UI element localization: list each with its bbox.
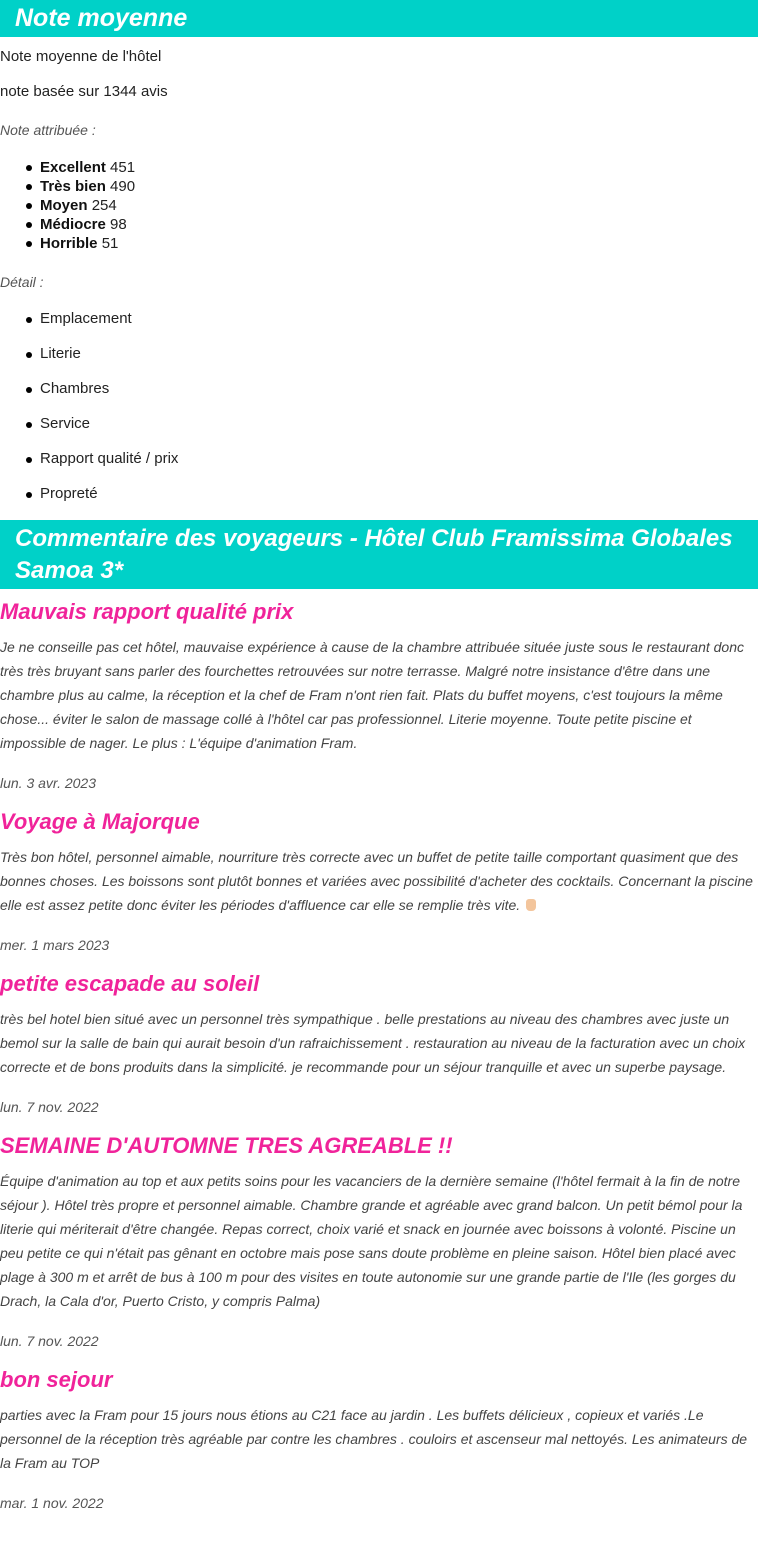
detail-item-chambres: Chambres xyxy=(40,380,758,398)
thumbs-up-icon xyxy=(526,899,536,911)
review-body-wrap xyxy=(0,845,758,917)
review-item xyxy=(0,807,758,957)
detail-item-proprete: Propreté xyxy=(40,485,758,503)
detail-item-rapport-qualite-prix: Rapport qualité / prix xyxy=(40,450,758,468)
review-body: Je ne conseille pas cet hôtel, mauvaise expérience à cause de la chambre attribuée située juste sous le restaurant donc très très bruyant sans parler des fourchettes retrouvées sur notre terrasse. Malgré notre insistance d'être dans une chambre plus au calme, la réception et la chef de Fram n'ont rien fait. Plats du buffet moyens, c'est toujours la même chose... éviter le salon de massage collé à l'hôtel car pas professionnel. Literie moyenne. Toute petite piscine et impossible de nager. Le plus : L'équipe d'animation Fram. xyxy=(0,639,744,751)
review-date: mer. 1 mars 2023 xyxy=(0,937,110,953)
rating-label: Horrible xyxy=(40,235,98,252)
rating-label: Excellent xyxy=(40,159,106,176)
rating-item-mediocre xyxy=(40,215,758,234)
rating-item-tres-bien xyxy=(40,177,758,196)
rating-item-moyen xyxy=(40,196,758,215)
detail-item-service: Service xyxy=(40,415,758,433)
detail-label: Détail : xyxy=(0,274,44,290)
summary-header: Note moyenne xyxy=(0,0,758,37)
rating-count: 51 xyxy=(101,235,119,252)
review-title: Voyage à Majorque xyxy=(0,809,200,834)
rating-label: Moyen xyxy=(40,197,88,214)
review-item xyxy=(0,969,758,1119)
review-title: petite escapade au soleil xyxy=(0,971,260,996)
rating-label: Très bien xyxy=(40,178,106,195)
detail-item-literie: Literie xyxy=(40,345,758,363)
review-date: lun. 7 nov. 2022 xyxy=(0,1333,99,1349)
review-count-text: note basée sur 1344 avis xyxy=(0,83,168,100)
average-rating-label: Note moyenne de l'hôtel xyxy=(0,48,162,65)
rating-breakdown-list xyxy=(0,158,758,253)
rating-count: 451 xyxy=(110,159,136,176)
rating-label: Médiocre xyxy=(40,216,106,233)
rating-item-excellent xyxy=(40,158,758,177)
review-item xyxy=(0,1365,758,1515)
rating-count: 254 xyxy=(91,197,117,214)
review-date: lun. 7 nov. 2022 xyxy=(0,1099,99,1115)
review-title: SEMAINE D'AUTOMNE TRES AGREABLE !! xyxy=(0,1133,453,1158)
review-item xyxy=(0,1131,758,1353)
detail-item-emplacement: Emplacement xyxy=(40,310,758,328)
rating-item-horrible xyxy=(40,234,758,253)
review-body: très bel hotel bien situé avec un personnel très sympathique . belle prestations au niveau des chambres avec juste un bemol sur la salle de bain qui aurait besoin d'un rafraichissement . restauration au niveau de la facturation avec un choix correcte et de bons produits dans la simplicité. je recommande pour un séjour tranquille et avec un superbe paysage. xyxy=(0,1011,746,1075)
review-title: bon sejour xyxy=(0,1367,113,1392)
comments-header: Commentaire des voyageurs - Hôtel Club Framissima Globales Samoa 3* xyxy=(0,520,758,589)
review-date: lun. 3 avr. 2023 xyxy=(0,775,96,791)
review-body: Très bon hôtel, personnel aimable, nourriture très correcte avec un buffet de petite taille comportant quasiment que des bonnes choses. Les boissons sont plutôt bonnes et variées avec possibilité d'acheter des cocktails. Concernant la piscine elle est assez petite donc éviter les périodes d'affluence car elle se remplie très vite. xyxy=(0,849,753,913)
review-body: parties avec la Fram pour 15 jours nous étions au C21 face au jardin . Les buffets délicieux , copieux et variés .Le personnel de la réception très agréable par contre les chambres . couloirs et ascenseur mal nettoyés. Les animateurs de la Fram au TOP xyxy=(0,1407,748,1471)
review-title: Mauvais rapport qualité prix xyxy=(0,599,294,624)
review-body: Équipe d'animation au top et aux petits soins pour les vacanciers de la dernière semaine (l'hôtel fermait à la fin de notre séjour ). Hôtel très propre et personnel aimable. Chambre grande et agréable avec grand balcon. Un petit bémol pour la literie qui mériterait d'être changée. Repas correct, choix varié et snack en journée avec boissons à volonté. Piscine un peu petite ce qui n'était pas gênant en octobre mais pose sans doute problème en pleine saison. Hôtel bien placé avec plage à 300 m et arrêt de bus à 100 m pour des visites en toute autonomie sur une grande partie de l'Ile (les gorges du Drach, la Cala d'or, Puerto Cristo, y compris Palma) xyxy=(0,1173,743,1309)
review-item xyxy=(0,597,758,795)
attributed-rating-label: Note attribuée : xyxy=(0,122,96,138)
review-date: mar. 1 nov. 2022 xyxy=(0,1495,104,1511)
detail-criteria-list xyxy=(0,310,758,503)
rating-count: 490 xyxy=(110,178,136,195)
rating-count: 98 xyxy=(110,216,127,233)
